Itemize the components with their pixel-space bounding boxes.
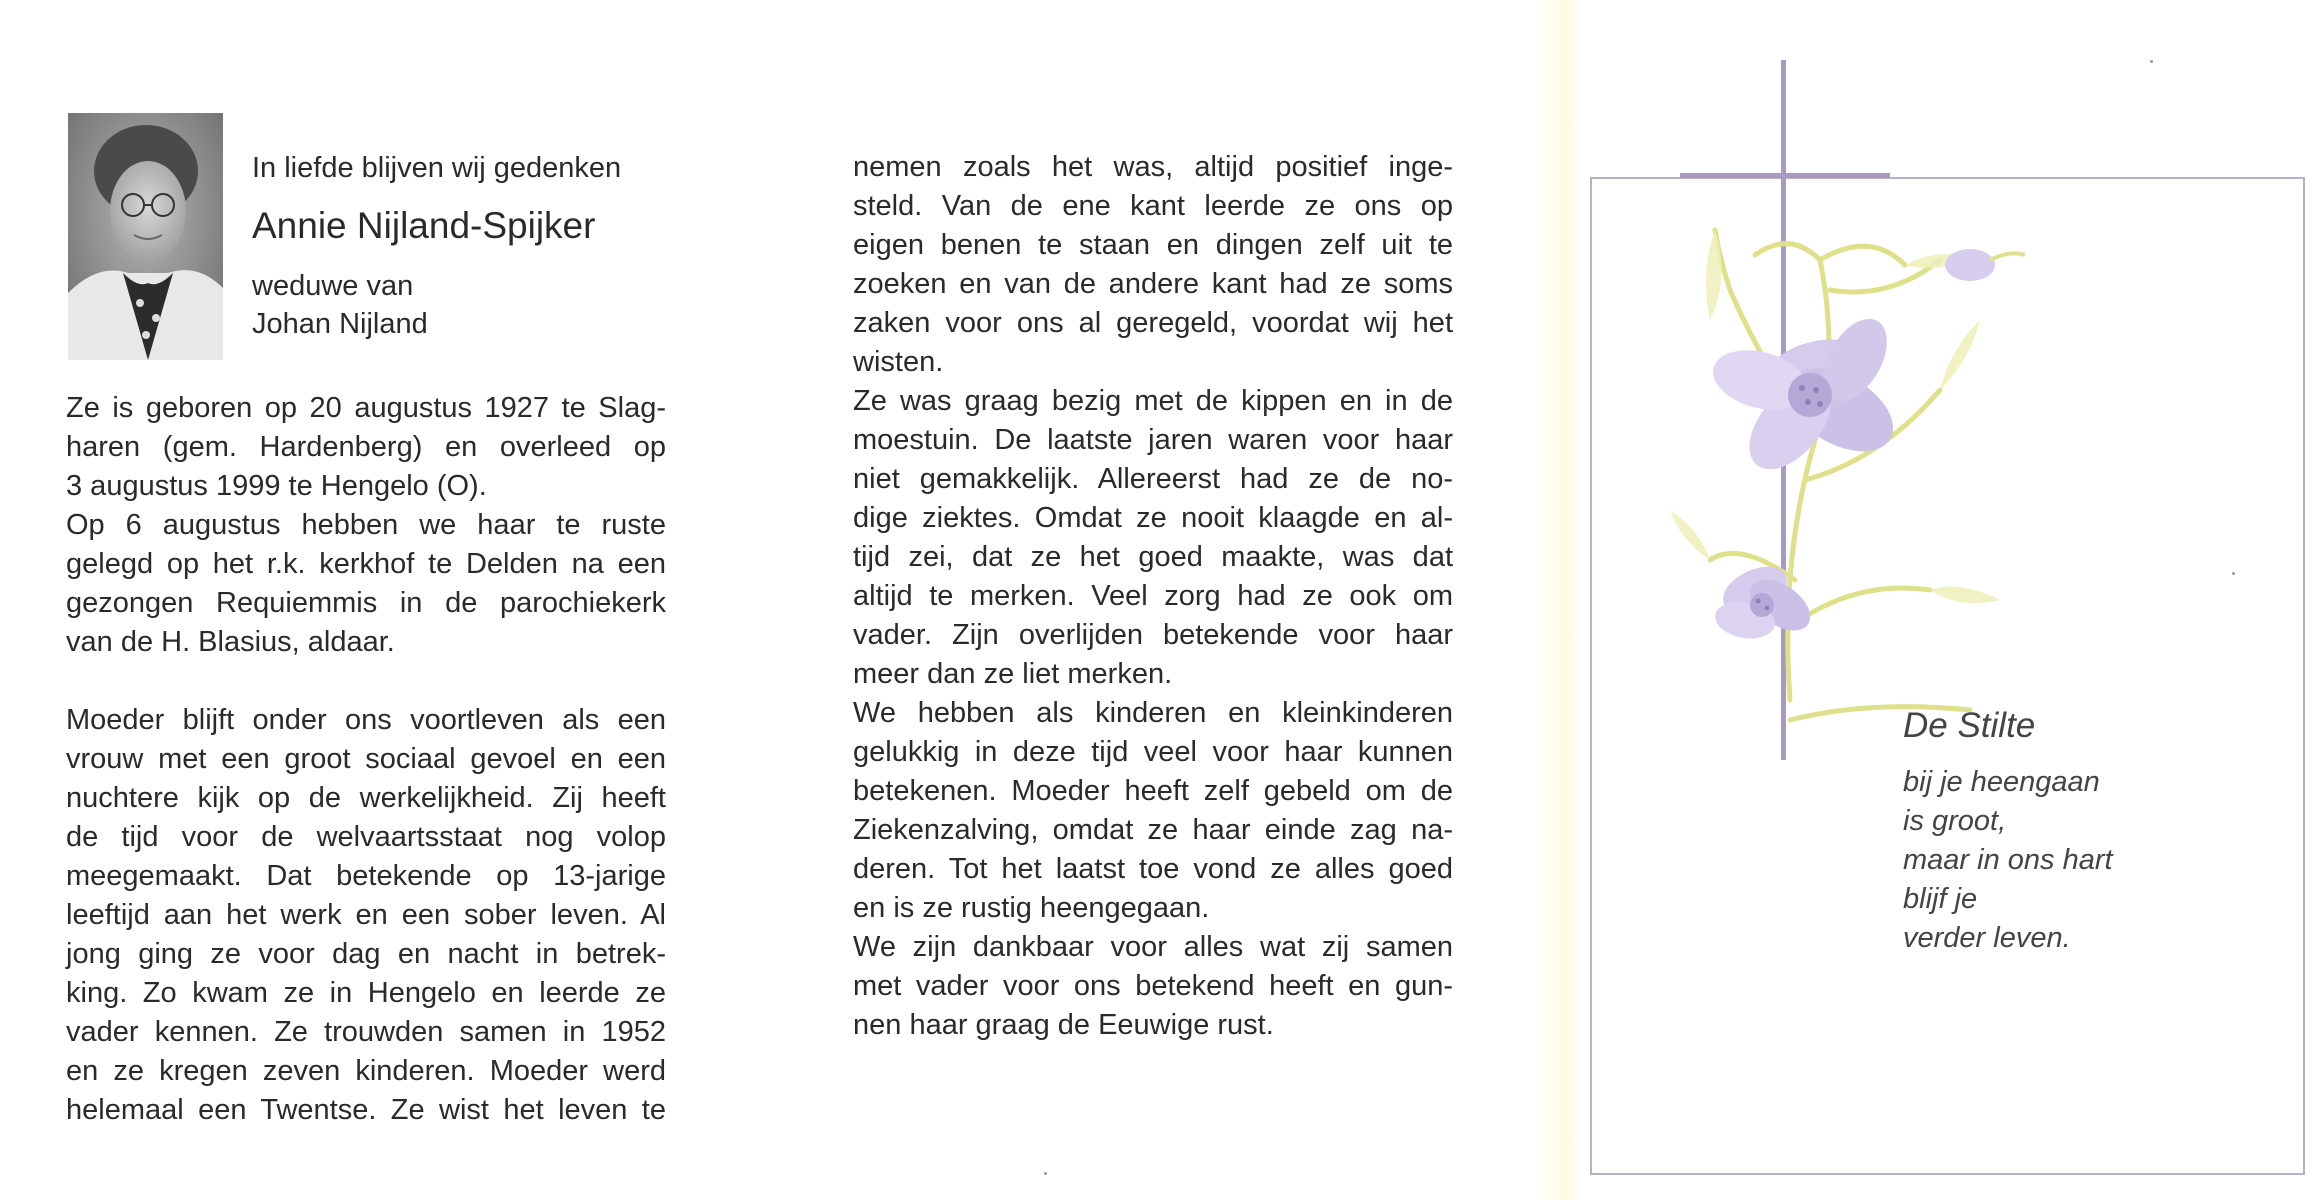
text-line: wisten. <box>853 346 944 378</box>
text-line: dige ziektes. Omdat ze nooit klaagde en al- <box>853 502 1453 534</box>
text-line: We hebben als kinderen en kleinkinderen <box>853 697 1453 729</box>
text-line: nemen zoals het was, altijd positief inge- <box>853 151 1453 183</box>
poem-line: bij je heengaan <box>1903 766 2100 798</box>
text-line: moestuin. De laatste jaren waren voor haar <box>853 424 1453 456</box>
text-line: helemaal een Twentse. Ze wist het leven te <box>66 1094 666 1126</box>
poem-line: is groot, <box>1903 805 2007 837</box>
intro-text: In liefde blijven wij gedenken <box>252 152 622 184</box>
text-line: king. Zo kwam ze in Hengelo en leerde ze <box>66 977 666 1009</box>
text-line: nen haar graag de Eeuwige rust. <box>853 1009 1274 1041</box>
text-line: haren (gem. Hardenberg) en overleed op <box>66 431 666 463</box>
text-line: Ze is geboren op 20 augustus 1927 te Slag- <box>66 392 666 424</box>
scan-speck <box>1044 1172 1047 1175</box>
text-line: deren. Tot het laatst toe vond ze alles goed <box>853 853 1453 885</box>
text-line: meer dan ze liet merken. <box>853 658 1173 690</box>
text-line: tijd zei, dat ze het goed maakte, was dat <box>853 541 1453 573</box>
text-line: Ziekenzalving, omdat ze haar einde zag na- <box>853 814 1453 846</box>
text-line: Moeder blijft onder ons voortleven als een <box>66 704 666 736</box>
text-line: gezongen Requiemmis in de parochiekerk <box>66 587 666 619</box>
widow-of-label: weduwe van <box>252 270 414 302</box>
husband-name: Johan Nijland <box>252 308 428 340</box>
deceased-name: Annie Nijland-Spijker <box>252 205 596 246</box>
text-line: nuchtere kijk op de werkelijkheid. Zij heeft <box>66 782 666 814</box>
text-line: niet gemakkelijk. Allereerst had ze de no- <box>853 463 1453 495</box>
paragraph-gap <box>66 662 666 701</box>
text-line: de tijd voor de welvaartsstaat nog volop <box>66 821 666 853</box>
text-line: van de H. Blasius, aldaar. <box>66 626 395 658</box>
cross-flower-illustration <box>1640 60 2060 785</box>
text-line: gelukkig in deze tijd veel voor haar kunnen <box>853 736 1453 768</box>
text-line: altijd te merken. Veel zorg had ze ook om <box>853 580 1453 612</box>
text-line: Ze was graag bezig met de kippen en in de <box>853 385 1453 417</box>
text-line: en ze kregen zeven kinderen. Moeder werd <box>66 1055 666 1087</box>
poem-line: verder leven. <box>1903 922 2071 954</box>
text-line: jong ging ze voor dag en nacht in betrek- <box>66 938 666 970</box>
text-line: leeftijd aan het werk en een sober leven. Al <box>66 899 666 931</box>
text-line: en is ze rustig heengegaan. <box>853 892 1210 924</box>
text-line: vader kennen. Ze trouwden samen in 1952 <box>66 1016 666 1048</box>
poem-line: blijf je <box>1903 883 1978 915</box>
scan-speck <box>2232 572 2235 575</box>
text-line: vader. Zijn overlijden betekende voor haar <box>853 619 1453 651</box>
text-line: Op 6 augustus hebben we haar te ruste <box>66 509 666 541</box>
poem-line: maar in ons hart <box>1903 844 2113 876</box>
text-line: meegemaakt. Dat betekende op 13-jarige <box>66 860 666 892</box>
flower-bud-icon <box>1945 249 2025 281</box>
text-line: steld. Van de ene kant leerde ze ons op <box>853 190 1453 222</box>
biography-column-1 <box>66 389 666 1130</box>
biography-column-2 <box>853 148 1453 1045</box>
text-line: zoeken en van de andere kant had ze soms <box>853 268 1453 300</box>
flower-icon <box>1712 558 1819 643</box>
flower-icon <box>1706 308 1907 484</box>
text-line: 3 augustus 1999 te Hengelo (O). <box>66 470 487 502</box>
card-fold <box>1535 0 1580 1200</box>
text-line: zaken voor ons al geregeld, voordat wij het <box>853 307 1453 339</box>
text-line: gelegd op het r.k. kerkhof te Delden na een <box>66 548 666 580</box>
text-line: eigen benen te staan en dingen zelf uit te <box>853 229 1453 261</box>
poem-title: De Stilte <box>1903 706 2036 745</box>
text-line: We zijn dankbaar voor alles wat zij samen <box>853 931 1453 963</box>
text-line: betekenen. Moeder heeft zelf gebeld om de <box>853 775 1453 807</box>
portrait-photo <box>68 113 223 360</box>
text-line: vrouw met een groot sociaal gevoel en een <box>66 743 666 775</box>
leaf-icon <box>1710 230 1970 720</box>
scan-speck <box>2150 60 2153 63</box>
text-line: met vader voor ons betekend heeft en gun- <box>853 970 1453 1002</box>
